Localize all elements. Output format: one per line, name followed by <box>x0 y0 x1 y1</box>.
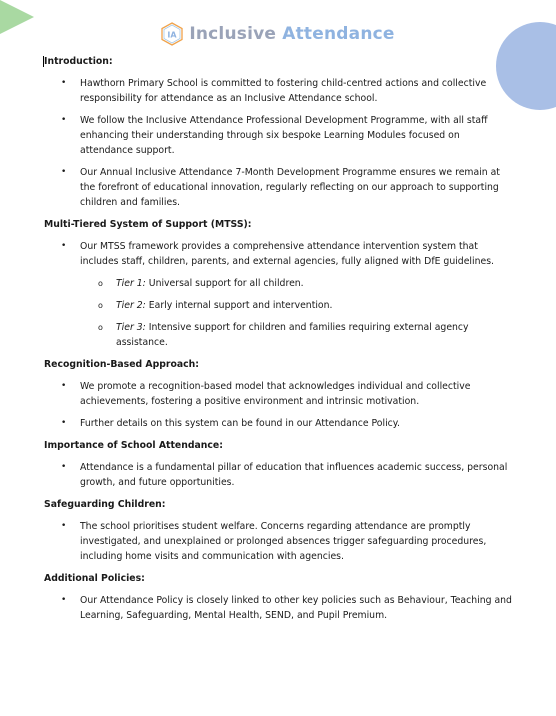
document-body <box>44 54 514 630</box>
mtss-description: Our MTSS framework provides a comprehensive attendance intervention system that includes staff, children, parents, and external agencies, fully aligned with DfE guidelines. <box>80 241 494 267</box>
brand-word-attendance: Attendance <box>282 24 395 44</box>
list-item: • We follow the Inclusive Attendance Professional Development Programme, with all staff enhancing their understanding through six bespoke Learning Modules focused on attendance support. <box>44 113 514 158</box>
section-title-mtss: Multi-Tiered System of Support (MTSS): <box>44 219 252 230</box>
list-item <box>44 239 514 350</box>
list-item: • Further details on this system can be found in our Attendance Policy. <box>44 416 514 431</box>
tier-text: Intensive support for children and families requiring external agency assistance. <box>116 322 469 348</box>
ia-hexagon-icon <box>161 22 183 46</box>
tier-label: Tier 1: <box>116 278 146 289</box>
tier-label: Tier 2: <box>116 300 146 311</box>
safeguarding-list <box>44 519 514 564</box>
section-title-additional-policies: Additional Policies: <box>44 573 145 584</box>
list-item: • Attendance is a fundamental pillar of education that influences academic success, personal growth, and future opportunities. <box>44 460 514 490</box>
tier-item <box>80 298 514 313</box>
svg-text:IA: IA <box>167 30 177 40</box>
tier-item <box>80 276 514 291</box>
section-title-importance: Importance of School Attendance: <box>44 440 223 451</box>
section-title-safeguarding: Safeguarding Children: <box>44 499 166 510</box>
tier-text: Early internal support and intervention. <box>145 300 333 311</box>
tier-list <box>80 276 514 350</box>
recognition-list <box>44 379 514 431</box>
brand-word-inclusive: Inclusive <box>189 24 277 44</box>
list-item: • Our Attendance Policy is closely linked to other key policies such as Behaviour, Teaching and Learning, Safeguarding, Mental Health, SEND, and Pupil Premium. <box>44 593 514 623</box>
additional-policies-list <box>44 593 514 623</box>
mtss-list <box>44 239 514 350</box>
list-item: • Hawthorn Primary School is committed to fostering child-centred actions and collective responsibility for attendance as an Inclusive Attendance school. <box>44 76 514 106</box>
section-title-recognition: Recognition-Based Approach: <box>44 359 200 370</box>
brand-name <box>189 24 394 44</box>
list-item: • We promote a recognition-based model that acknowledges individual and collective achievements, fostering a positive environment and intrinsic motivation. <box>44 379 514 409</box>
list-item: • The school prioritises student welfare. Concerns regarding attendance are promptly investigated, and unexplained or prolonged absences trigger safeguarding procedures, including home visits and communication with agencies. <box>44 519 514 564</box>
introduction-list <box>44 76 514 210</box>
importance-list <box>44 460 514 490</box>
introduction-title-text: Introduction: <box>44 56 113 67</box>
tier-text: Universal support for all children. <box>145 278 304 289</box>
tier-label: Tier 3: <box>116 322 146 333</box>
tier-item <box>80 320 514 350</box>
section-title-introduction <box>44 54 514 69</box>
brand-header <box>0 20 556 48</box>
list-item: • Our Annual Inclusive Attendance 7-Month Development Programme ensures we remain at the forefront of educational innovation, regularly reflecting on our approach to supporting children and families. <box>44 165 514 210</box>
